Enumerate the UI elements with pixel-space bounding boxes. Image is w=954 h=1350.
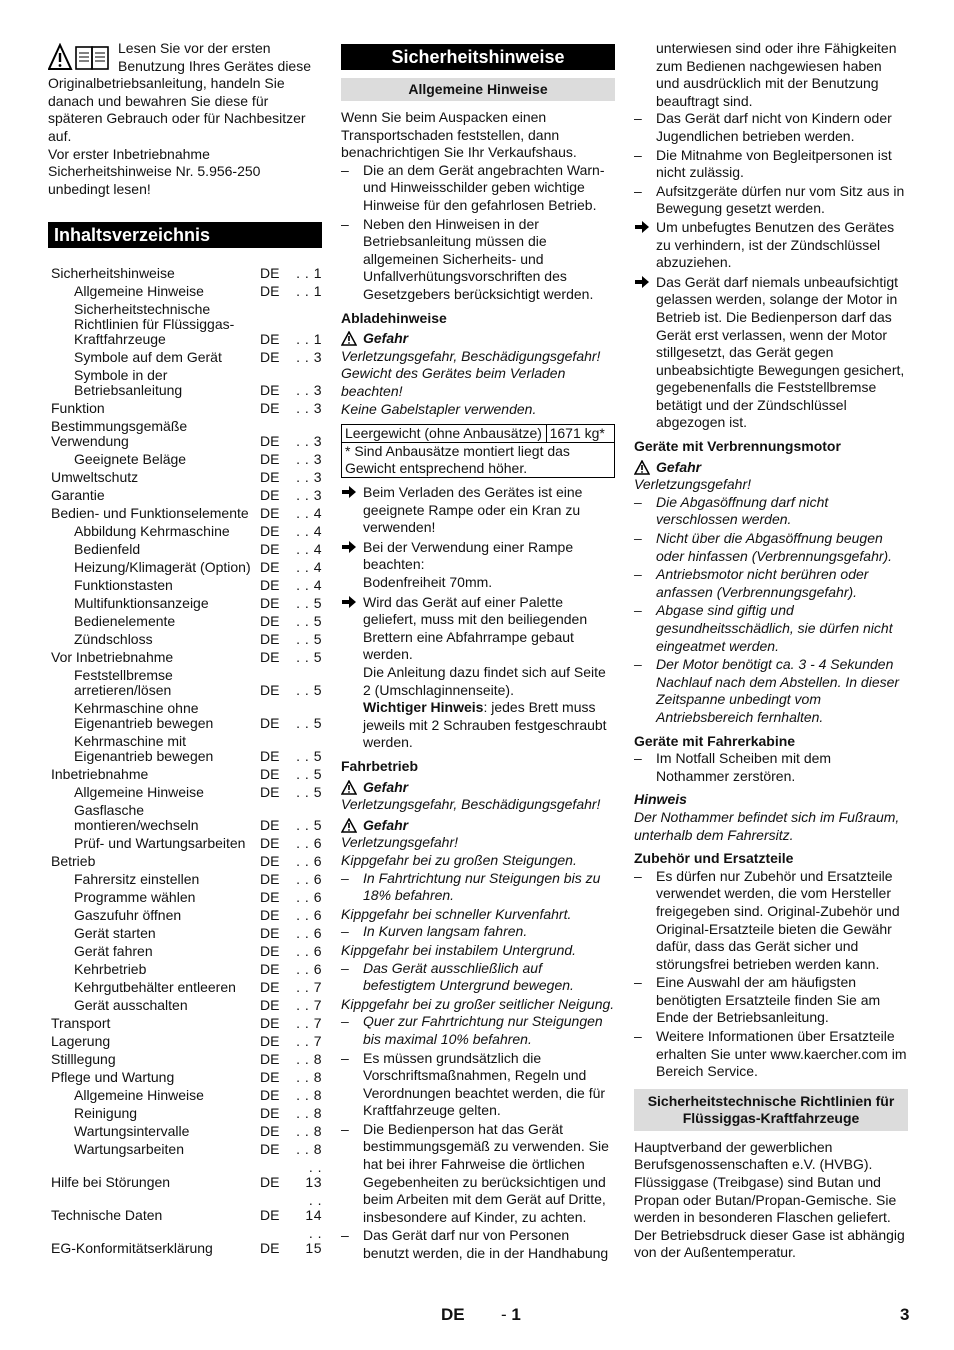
toc-entry-title: Gerät starten — [74, 926, 156, 942]
toc-list — [48, 266, 322, 1256]
toc-entry-title: Kehrbetrieb — [74, 962, 147, 978]
toc-entry-page: . . 4 — [296, 523, 322, 540]
toc-entry-lang: DE — [260, 631, 280, 648]
toc-entry[interactable] — [48, 701, 322, 731]
toc-entry-lang: DE — [260, 283, 280, 300]
footer-page-number: 3 — [900, 1305, 910, 1324]
toc-entry-lang: DE — [260, 1051, 280, 1068]
toc-entry-lang: DE — [260, 265, 280, 282]
toc-entry[interactable] — [48, 1193, 322, 1223]
toc-entry-title: Allgemeine Hinweise — [74, 284, 204, 300]
toc-entry-title: Prüf- und Wartungsarbeiten — [74, 836, 246, 852]
intro-block — [48, 40, 322, 198]
toc-entry-title: EG-Konformitätserklärung — [51, 1241, 213, 1257]
toc-entry-page: . . 3 — [296, 400, 322, 417]
toc-entry-title: Funktionstasten — [74, 578, 173, 594]
toc-entry[interactable] — [48, 1106, 322, 1121]
toc-entry-title: Betrieb — [51, 854, 96, 870]
toc-entry[interactable] — [48, 632, 322, 647]
danger-label: Gefahr — [341, 330, 615, 348]
toc-entry-lang: DE — [260, 1033, 280, 1050]
warning-text: Verletzungsgefahr! — [634, 476, 751, 493]
intro-text: Lesen Sie vor der ersten Benutzung Ihres Gerätes diese Originalbetriebsanleitung, handeln Sie danach und bewahren Sie diese für späteren Gebrauch oder für Nachbesitzer auf. — [48, 40, 312, 144]
toc-entry[interactable] — [48, 488, 322, 503]
toc-entry[interactable] — [48, 614, 322, 629]
dash-list — [341, 1013, 615, 1048]
toc-entry-page: . . 6 — [296, 961, 322, 978]
toc-entry-page: . . 5 — [296, 649, 322, 666]
toc-entry-lang: DE — [260, 451, 280, 468]
toc-entry-title: Allgemeine Hinweise — [74, 785, 204, 801]
toc-entry-lang: DE — [260, 1069, 280, 1086]
toc-entry-lang: DE — [260, 682, 280, 699]
paragraph: unterwiesen sind oder ihre Fähigkeiten zum Bedienen nachgewiesen haben und ausdrücklich mit der Benutzung beauftragt sind. — [656, 40, 897, 109]
toc-entry-page: . . 8 — [296, 1087, 322, 1104]
toc-entry-page: . . 13 — [305, 1159, 322, 1191]
toc-entry-lang: DE — [260, 748, 280, 765]
toc-entry-lang: DE — [260, 1240, 280, 1257]
toc-entry-page: . . 6 — [296, 943, 322, 960]
toc-entry-title: Sicherheitstechnische Richtlinien für Flüssiggas-Kraftfahrzeuge — [74, 302, 235, 348]
toc-entry-page: . . 5 — [296, 682, 322, 699]
toc-entry-title: Garantie — [51, 488, 105, 504]
toc-entry-page: . . 7 — [296, 1033, 322, 1050]
toc-entry[interactable] — [48, 596, 322, 611]
toc-entry[interactable] — [48, 650, 322, 665]
list-item: – In Kurven langsam fahren. — [341, 923, 615, 941]
toc-entry-lang: DE — [260, 889, 280, 906]
toc-entry-page: . . 15 — [305, 1225, 322, 1257]
toc-entry-lang: DE — [260, 907, 280, 924]
heading-verbrennungsmotor: Geräte mit Verbrennungsmotor — [634, 438, 841, 455]
toc-entry[interactable] — [48, 734, 322, 764]
toc-entry-lang: DE — [260, 766, 280, 783]
arrow-item: Das Gerät darf niemals unbeaufsichtigt gelassen werden, solange der Motor in Betrieb ist. Die Bedienperson darf das Gerät erst verlassen, wenn der Motor stillgesetzt, das Gerät gegen unbeabsichtigte Bewegungen gesichert, gegebenenfalls die Feststellbremse betätigt und der Zündschlüssel abgezogen ist. — [634, 274, 908, 432]
dash-list — [341, 1050, 615, 1263]
toc-entry-title: Bedien- und Funktionselemente — [51, 506, 249, 522]
toc-entry-page: . . 6 — [296, 835, 322, 852]
toc-entry-page: . . 1 — [296, 331, 322, 348]
toc-entry[interactable] — [48, 560, 322, 575]
toc-entry-lang: DE — [260, 1207, 280, 1224]
list-item: – Quer zur Fahrtrichtung nur Steigungen bis maximal 10% befahren. — [341, 1013, 615, 1048]
toc-entry-lang: DE — [260, 1123, 280, 1140]
list-item: – Die Mitnahme von Begleitpersonen ist nicht zulässig. — [634, 147, 908, 182]
toc-entry-page: . . 5 — [296, 613, 322, 630]
toc-entry[interactable] — [48, 998, 322, 1013]
note-text: Der Nothammer befindet sich im Fußraum, unterhalb dem Fahrersitz. — [634, 808, 900, 843]
warning-text: Kippgefahr bei zu großen Steigungen. — [341, 851, 577, 868]
weight-table — [341, 424, 615, 478]
subsection-title-gas: Sicherheitstechnische Richtlinien für Flüssiggas-Kraftfahrzeuge — [634, 1089, 908, 1131]
toc-entry-lang: DE — [260, 331, 280, 348]
arrow-list — [634, 219, 908, 432]
dash-list — [634, 110, 908, 218]
list-item: – Das Gerät darf nicht von Kindern oder Jugendlichen betrieben werden. — [634, 110, 908, 145]
toc-entry-page: . . 4 — [296, 505, 322, 522]
column-right — [634, 40, 908, 1262]
weight-note: * Sind Anbausätze montiert liegt das Gewicht entsprechend höher. — [342, 443, 615, 478]
toc-entry[interactable] — [48, 266, 322, 281]
arrow-right-icon — [634, 220, 650, 234]
toc-entry-lang: DE — [260, 595, 280, 612]
heading-abladen: Abladehinweise — [341, 309, 447, 326]
toc-entry[interactable] — [48, 1034, 322, 1049]
danger-label: Gefahr — [341, 817, 615, 835]
toc-entry-title: Geeignete Beläge — [74, 452, 187, 468]
heading-fahrerkabine: Geräte mit Fahrerkabine — [634, 732, 796, 749]
toc-entry-page: . . 3 — [296, 382, 322, 399]
list-item: – Es müssen grundsätzlich die Vorschriftsmaßnahmen, Regeln und Verordnungen beachtet werden, die für Kraftfahrzeuge gelten. — [341, 1050, 615, 1120]
toc-entry-lang: DE — [260, 505, 280, 522]
toc-entry-lang: DE — [260, 1174, 280, 1191]
toc-entry[interactable] — [48, 803, 322, 833]
column-left — [48, 40, 322, 1259]
list-item: – In Fahrtrichtung nur Steigungen bis zu 18% befahren. — [341, 870, 615, 905]
warning-manual-icon — [48, 43, 114, 73]
toc-entry[interactable] — [48, 944, 322, 959]
toc-entry-lang: DE — [260, 559, 280, 576]
toc-entry-lang: DE — [260, 943, 280, 960]
list-item: – Das Gerät ausschließlich auf befestigtem Untergrund bewegen. — [341, 960, 615, 995]
toc-entry[interactable] — [48, 1142, 322, 1157]
toc-entry[interactable] — [48, 470, 322, 485]
list-item: – Der Motor benötigt ca. 3 - 4 Sekunden Nachlauf nach dem Abstellen. In dieser Zeitspanne unbedingt vom Antriebsbereich fernhalten. — [634, 656, 908, 726]
toc-entry-title: Reinigung — [74, 1106, 138, 1122]
list-item: – Eine Auswahl der am häufigsten benötigten Ersatzteile finden Sie am Ende der Betriebsanleitung. — [634, 974, 908, 1027]
toc-entry-title: Gaszufuhr öffnen — [74, 908, 182, 924]
toc-entry-lang: DE — [260, 1015, 280, 1032]
toc-entry-page: . . 4 — [296, 559, 322, 576]
toc-entry-title: Symbole auf dem Gerät — [74, 350, 222, 366]
toc-entry[interactable] — [48, 1070, 322, 1085]
list-item: – Neben den Hinweisen in der Betriebsanleitung müssen die allgemeinen Sicherheits- und Unfallverhütungsvorschriften des Gesetzgebers berücksichtigt werden. — [341, 216, 615, 304]
toc-entry[interactable] — [48, 926, 322, 941]
toc-entry-title: Symbole in der Betriebsanleitung — [74, 368, 183, 399]
toc-entry-page: . . 5 — [296, 595, 322, 612]
dash-list — [341, 923, 615, 941]
intro-text-2: Vor erster Inbetriebnahme Sicherheitshinweise Nr. 5.956-250 unbedingt lesen! — [48, 145, 261, 197]
toc-entry-page: . . 6 — [296, 871, 322, 888]
arrow-list — [341, 484, 615, 752]
toc-entry-lang: DE — [260, 541, 280, 558]
toc-entry[interactable] — [48, 872, 322, 887]
toc-entry[interactable] — [48, 962, 322, 977]
danger-label: Gefahr — [634, 459, 908, 477]
subsection-title: Allgemeine Hinweise — [341, 78, 615, 101]
section-title: Sicherheitshinweise — [341, 44, 615, 70]
warning-text: Gewicht des Gerätes beim Verladen beachten! — [341, 365, 566, 399]
warning-icon — [341, 818, 357, 833]
toc-entry-lang: DE — [260, 817, 280, 834]
toc-entry-page: . . 8 — [296, 1051, 322, 1068]
toc-entry-title: Fahrersitz einstellen — [74, 872, 200, 888]
toc-entry-lang: DE — [260, 1141, 280, 1158]
column-middle — [341, 40, 615, 1264]
toc-entry-title: Allgemeine Hinweise — [74, 1088, 204, 1104]
toc-entry[interactable] — [48, 854, 322, 869]
toc-entry-page: . . 5 — [296, 784, 322, 801]
dash-list — [634, 494, 908, 727]
toc-entry-page: . . 7 — [296, 1015, 322, 1032]
toc-entry-title: Abbildung Kehrmaschine — [74, 524, 230, 540]
toc-entry-title: Heizung/Klimagerät (Option) — [74, 560, 251, 576]
toc-entry-lang: DE — [260, 784, 280, 801]
toc-entry-title: Technische Daten — [51, 1208, 163, 1224]
toc-entry-title: Multifunktionsanzeige — [74, 596, 209, 612]
toc-entry[interactable] — [48, 908, 322, 923]
toc-entry[interactable] — [48, 368, 322, 398]
heading-hinweis: Hinweis — [634, 791, 687, 808]
warning-text: Keine Gabelstapler verwenden. — [341, 400, 537, 417]
toc-entry-page: . . 6 — [296, 907, 322, 924]
list-item: – Im Notfall Scheiben mit dem Nothammer zerstören. — [634, 750, 908, 785]
list-item: – Nicht über die Abgasöffnung beugen oder hinfassen (Verbrennungsgefahr). — [634, 530, 908, 565]
toc-entry[interactable] — [48, 302, 322, 347]
toc-entry-page: . . 8 — [296, 1105, 322, 1122]
toc-entry-lang: DE — [260, 835, 280, 852]
toc-entry-lang: DE — [260, 487, 280, 504]
heading-zubehoer: Zubehör und Ersatzteile — [634, 850, 794, 867]
weight-value: 1671 kg* — [546, 425, 614, 443]
arrow-right-icon — [341, 485, 357, 499]
toc-entry[interactable] — [48, 1016, 322, 1031]
toc-entry[interactable] — [48, 785, 322, 800]
toc-entry-page: . . 1 — [296, 265, 322, 282]
toc-entry-page: . . 14 — [305, 1192, 322, 1224]
list-item: – Abgase sind giftig und gesundheitsschädlich, sie dürfen nicht eingeatmet werden. — [634, 602, 908, 655]
toc-entry-page: . . 7 — [296, 997, 322, 1014]
toc-entry-lang: DE — [260, 400, 280, 417]
toc-entry[interactable] — [48, 1088, 322, 1103]
toc-entry-title: Kehrgutbehälter entleeren — [74, 980, 236, 996]
toc-entry-lang: DE — [260, 469, 280, 486]
toc-entry-lang: DE — [260, 1105, 280, 1122]
toc-entry-page: . . 8 — [296, 1141, 322, 1158]
toc-entry[interactable] — [48, 284, 322, 299]
toc-entry[interactable] — [48, 506, 322, 521]
list-item: – Antriebsmotor nicht berühren oder anfassen (Verbrennungsgefahr). — [634, 566, 908, 601]
toc-entry-title: Stilllegung — [51, 1052, 116, 1068]
dash-list — [341, 960, 615, 995]
dash-list — [341, 162, 615, 304]
toc-entry[interactable] — [48, 452, 322, 467]
toc-entry-lang: DE — [260, 613, 280, 630]
toc-entry-title: Pflege und Wartung — [51, 1070, 175, 1086]
arrow-item: Bei der Verwendung einer Rampe beachten: Bodenfreiheit 70mm. — [341, 539, 615, 592]
list-item: – Das Gerät darf nur von Personen benutzt werden, die in der Handhabung — [341, 1227, 615, 1262]
toc-entry[interactable] — [48, 890, 322, 905]
toc-entry-title: Zündschloss — [74, 632, 153, 648]
toc-entry[interactable] — [48, 1124, 322, 1139]
toc-entry[interactable] — [48, 1226, 322, 1256]
toc-entry-page: . . 8 — [296, 1123, 322, 1140]
toc-entry-title: Hilfe bei Störungen — [51, 1175, 171, 1191]
list-item: – Es dürfen nur Zubehör und Ersatzteile verwendet werden, die vom Hersteller freigegeben sind. Original-Zubehör und Original-Ersatzteile bieten die Gewähr dafür, dass das Gerät sicher und störungsfrei betrieben werden kann. — [634, 868, 908, 974]
toc-entry-title: Wartungsarbeiten — [74, 1142, 184, 1158]
warning-text: Verletzungsgefahr! — [341, 834, 458, 851]
warning-text: Verletzungsgefahr, Beschädigungsgefahr! — [341, 796, 601, 813]
arrow-item: Wird das Gerät auf einer Palette geliefert, muss mit den beiliegenden Brettern eine Abfahrrampe gebaut werden. Die Anleitung dazu findet sich auf Seite 2 (Umschlaginnenseite). Wichtiger Hinweis: jedes Brett muss jeweils mit 2 Schrauben festgeschraubt werden. — [341, 594, 615, 752]
list-item: – Aufsitzgeräte dürfen nur vom Sitz aus in Bewegung gesetzt werden. — [634, 183, 908, 218]
toc-entry-title: Bedienelemente — [74, 614, 176, 630]
toc-entry-lang: DE — [260, 853, 280, 870]
toc-entry-lang: DE — [260, 715, 280, 732]
toc-entry-title: Gerät fahren — [74, 944, 153, 960]
list-item: – Die an dem Gerät angebrachten Warn- und Hinweisschilder geben wichtige Hinweise für den gefahrlosen Betrieb. — [341, 162, 615, 215]
warning-text: Kippgefahr bei instabilem Untergrund. — [341, 941, 577, 958]
toc-entry-page: . . 7 — [296, 979, 322, 996]
list-item: – Weitere Informationen über Ersatzteile erhalten Sie unter www.kaercher.com im Bereich Service. — [634, 1028, 908, 1081]
warning-text: Kippgefahr bei zu großer seitlicher Neigung. — [341, 995, 615, 1012]
footer-language: DE — [441, 1305, 465, 1324]
toc-entry[interactable] — [48, 578, 322, 593]
toc-entry-lang: DE — [260, 979, 280, 996]
toc-entry-page: . . 3 — [296, 433, 322, 450]
toc-entry[interactable] — [48, 419, 322, 449]
footer-page-label: - 1 — [501, 1305, 521, 1324]
toc-entry[interactable] — [48, 1160, 322, 1190]
toc-entry-lang: DE — [260, 649, 280, 666]
toc-entry-title: Lagerung — [51, 1034, 111, 1050]
toc-entry-title: Inbetriebnahme — [51, 767, 149, 783]
toc-entry-page: . . 6 — [296, 889, 322, 906]
dash-list — [341, 870, 615, 905]
toc-entry-page: . . 5 — [296, 817, 322, 834]
warning-text: Kippgefahr bei schneller Kurvenfahrt. — [341, 905, 572, 922]
dash-list — [634, 750, 908, 785]
toc-entry-title: Bestimmungsgemäße Verwendung — [51, 419, 188, 450]
toc-entry-page: . . 3 — [296, 469, 322, 486]
toc-entry[interactable] — [48, 524, 322, 539]
heading-fahrbetrieb: Fahrbetrieb — [341, 758, 419, 774]
toc-entry-page: . . 6 — [296, 853, 322, 870]
toc-entry-lang: DE — [260, 382, 280, 399]
warning-icon — [341, 780, 357, 795]
toc-title: Inhaltsverzeichnis — [48, 222, 322, 248]
toc-entry-lang: DE — [260, 997, 280, 1014]
toc-entry-title: Vor Inbetriebnahme — [51, 650, 174, 666]
toc-entry-page: . . 3 — [296, 451, 322, 468]
warning-text: Verletzungsgefahr, Beschädigungsgefahr! — [341, 347, 601, 364]
toc-entry-lang: DE — [260, 349, 280, 366]
toc-entry-title: Gerät ausschalten — [74, 998, 188, 1014]
toc-entry-lang: DE — [260, 925, 280, 942]
toc-entry-title: Umweltschutz — [51, 470, 139, 486]
toc-entry-title: Gasflasche montieren/wechseln — [74, 803, 199, 834]
toc-entry[interactable] — [48, 542, 322, 557]
toc-entry-page: . . 5 — [296, 766, 322, 783]
list-item: – Die Abgasöffnung darf nicht verschlossen werden. — [634, 494, 908, 529]
toc-entry[interactable] — [48, 980, 322, 995]
paragraph: Wenn Sie beim Auspacken einen Transportschaden feststellen, dann benachrichtigen Sie Ihr Verkaufshaus. — [341, 109, 577, 161]
toc-entry-page: . . 8 — [296, 1069, 322, 1086]
toc-entry-title: Programme wählen — [74, 890, 196, 906]
arrow-item: Um unbefugtes Benutzen des Gerätes zu verhindern, ist der Zündschlüssel abzuziehen. — [634, 219, 908, 272]
warning-icon — [341, 331, 357, 346]
toc-entry-page: . . 1 — [296, 283, 322, 300]
list-item: – Die Bedienperson hat das Gerät bestimmungsgemäß zu verwenden. Sie hat bei ihrer Fahrweise die örtlichen Gegebenheiten zu berücksichtigen und beim Arbeiten mit dem Gerät auf Dritte, insbesondere auf Kinder, zu achten. — [341, 1121, 615, 1227]
toc-entry-lang: DE — [260, 523, 280, 540]
toc-entry-page: . . 4 — [296, 541, 322, 558]
arrow-item: Beim Verladen des Gerätes ist eine geeignete Rampe oder ein Kran zu verwenden! — [341, 484, 615, 537]
weight-label: Leergewicht (ohne Anbausätze) — [342, 425, 547, 443]
toc-entry[interactable] — [48, 668, 322, 698]
toc-entry-title: Wartungsintervalle — [74, 1124, 190, 1140]
toc-entry-lang: DE — [260, 1087, 280, 1104]
arrow-right-icon — [341, 595, 357, 609]
dash-list — [634, 868, 908, 1081]
toc-entry[interactable] — [48, 836, 322, 851]
toc-entry-page: . . 3 — [296, 349, 322, 366]
warning-icon — [634, 460, 650, 475]
toc-entry-title: Kehrmaschine mit Eigenantrieb bewegen — [74, 734, 214, 765]
toc-entry-title: Funktion — [51, 401, 105, 417]
toc-entry-page: . . 5 — [296, 715, 322, 732]
toc-entry-lang: DE — [260, 871, 280, 888]
toc-entry-lang: DE — [260, 961, 280, 978]
toc-entry-page: . . 5 — [296, 748, 322, 765]
paragraph: Hauptverband der gewerblichen Berufsgenossenschaften e.V. (HVBG). Flüssiggase (Treibgase) sind Butan und Propan oder Butan/Propan-Gemische. Sie werden in besonderen Flaschen geliefert. Der Betriebsdruck dieser Gase ist abhängig von der Außentemperatur. — [634, 1138, 905, 1261]
toc-entry-page: . . 3 — [296, 487, 322, 504]
toc-entry-page: . . 5 — [296, 631, 322, 648]
toc-entry[interactable] — [48, 767, 322, 782]
toc-entry[interactable] — [48, 401, 322, 416]
toc-entry[interactable] — [48, 350, 322, 365]
toc-entry-title: Feststellbremse arretieren/lösen — [74, 668, 173, 699]
toc-entry-lang: DE — [260, 577, 280, 594]
toc-entry-title: Bedienfeld — [74, 542, 141, 558]
toc-entry-title: Sicherheitshinweise — [51, 266, 175, 282]
toc-entry-title: Kehrmaschine ohne Eigenantrieb bewegen — [74, 701, 214, 732]
toc-entry-page: . . 6 — [296, 925, 322, 942]
danger-label: Gefahr — [341, 779, 615, 797]
toc-entry-lang: DE — [260, 433, 280, 450]
toc-entry[interactable] — [48, 1052, 322, 1067]
toc-entry-title: Transport — [51, 1016, 111, 1032]
arrow-right-icon — [341, 540, 357, 554]
arrow-right-icon — [634, 275, 650, 289]
toc-entry-page: . . 4 — [296, 577, 322, 594]
